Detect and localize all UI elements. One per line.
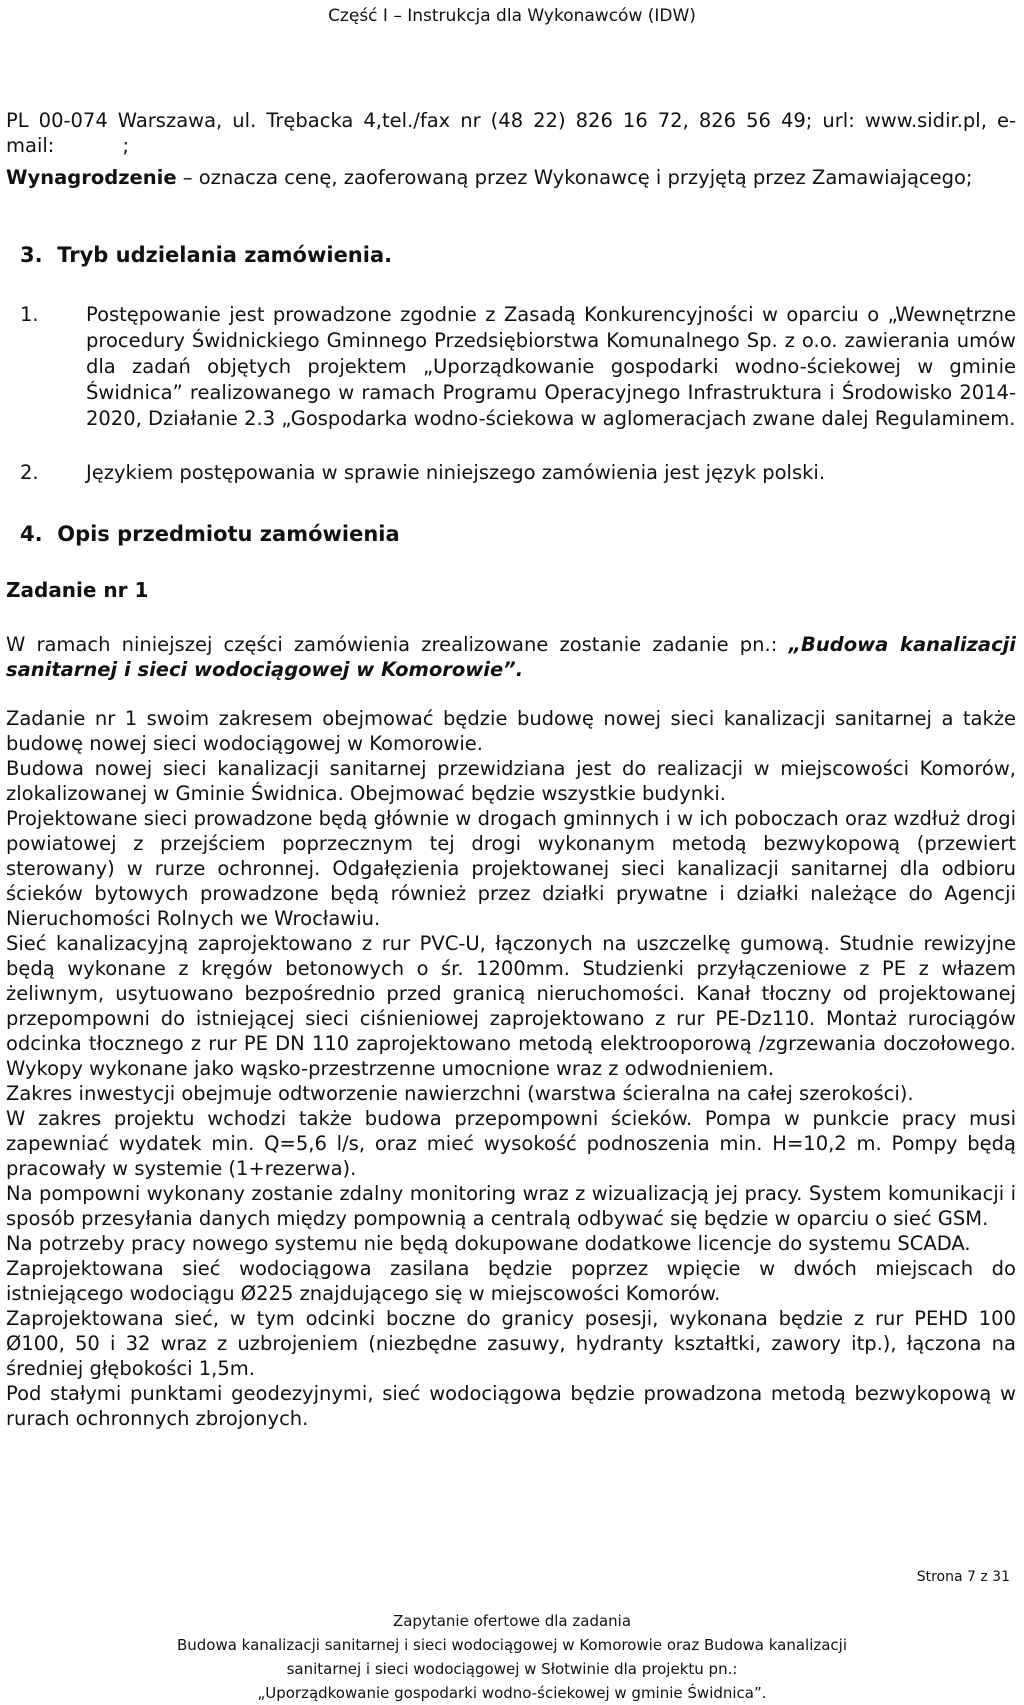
address-line-1: PL 00-074 Warszawa, ul. Trębacka 4,tel./fax nr (48 22) 826 16 72, 826 56 49; url: www.sidir.pl, e-	[6, 109, 1016, 132]
paragraph: Na potrzeby pracy nowego systemu nie będą dokupowane dodatkowe licencje do systemu SCADA.	[6, 1232, 971, 1255]
address-line-2: mail: ;	[6, 134, 130, 157]
footer-line: „Uporządkowanie gospodarki wodno-ściekowej w gminie Świdnica”.	[257, 1684, 767, 1702]
task-intro-text: W ramach niniejszej części zamówienia zrealizowane zostanie zadanie pn.:	[6, 633, 789, 656]
task-intro	[6, 632, 1016, 682]
paragraph: Zadanie nr 1 swoim zakresem obejmować będzie budowę nowej sieci kanalizacji sanitarnej a także budowę nowej sieci wodociągowej w Komorowie.	[6, 707, 1016, 755]
footer-line: sanitarnej i sieci wodociągowej w Słotwinie dla projektu pn.:	[286, 1660, 738, 1678]
task-label: Zadanie nr 1	[6, 578, 149, 602]
page-number: Strona 7 z 31	[916, 1569, 1010, 1585]
list-item-text: Językiem postępowania w sprawie niniejszego zamówienia jest język polski.	[86, 461, 826, 484]
page-footer	[0, 1609, 1024, 1705]
page-header-title: Część I – Instrukcja dla Wykonawców (IDW)	[328, 6, 696, 26]
paragraph: Projektowane sieci prowadzone będą głównie w drogach gminnych i w ich poboczach oraz wzdłuż drogi powiatowej z przejściem poprzecznym tej drogi wykonanym metodą bezwykopową (przewiert sterowany) w rurze ochronnej. Odgałęzienia projektowanej sieci kanalizacji sanitarnej dla odbioru ścieków bytowych prowadzone będą również przez działki prywatne i działki należące do Agencji Nieruchomości Rolnych we Wrocławiu.	[6, 807, 1016, 930]
list-number: 1.	[20, 303, 39, 326]
task-description	[6, 706, 1016, 1431]
footer-line: Budowa kanalizacji sanitarnej i sieci wodociągowej w Komorowie oraz Budowa kanalizacji	[176, 1636, 848, 1654]
paragraph: W zakres projektu wchodzi także budowa przepompowni ścieków. Pompa w punkcie pracy musi zapewniać wydatek min. Q=5,6 l/s, oraz mieć wysokość podnoszenia min. H=10,2 m. Pompy będą pracowały w systemie (1+rezerwa).	[6, 1107, 1016, 1180]
paragraph: Zaprojektowana sieć wodociągowa zasilana będzie poprzez wpięcie w dwóch miejscach do istniejącego wodociągu Ø225 znajdującego się w miejscowości Komorów.	[6, 1257, 1016, 1305]
section-3-heading: 3. Tryb udzielania zamówienia.	[20, 243, 393, 267]
list-number: 2.	[20, 461, 39, 484]
paragraph: Na pompowni wykonany zostanie zdalny monitoring wraz z wizualizacją jej pracy. System komunikacji i sposób przesyłania danych między pompownią a centralą odbywać się będzie w oparciu o sieć GSM.	[6, 1182, 1016, 1230]
paragraph: Pod stałymi punktami geodezyjnymi, sieć wodociągowa będzie prowadzona metodą bezwykopową w rurach ochronnych zbrojonych.	[6, 1382, 1016, 1430]
paragraph: Zakres inwestycji obejmuje odtworzenie nawierzchni (warstwa ścieralna na całej szerokości).	[6, 1082, 914, 1105]
paragraph: Zaprojektowana sieć, w tym odcinki boczne do granicy posesji, wykonana będzie z rur PEHD 100 Ø100, 50 i 32 wraz z uzbrojeniem (niezbędne zasuwy, hydranty kształtki, zawory itp.), łączona na średniej głębokości 1,5m.	[6, 1307, 1016, 1380]
definition-term: Wynagrodzenie	[6, 166, 177, 189]
paragraph: Budowa nowej sieci kanalizacji sanitarnej przewidziana jest do realizacji w miejscowości Komorów, zlokalizowanej w Gminie Świdnica. Obejmować będzie wszystkie budynki.	[6, 757, 1016, 805]
task-name: „Budowa kanalizacji sanitarnej i sieci wodociągowej w Komorowie”.	[6, 633, 1016, 681]
list-item-text: Postępowanie jest prowadzone zgodnie z Zasadą Konkurencyjności w oparciu o „Wewnętrzne procedury Świdnickiego Gminnego Przedsiębiorstwa Komunalnego Sp. z o.o. zawierania umów dla zadań objętych projektem „Uporządkowanie gospodarki wodno-ściekowej w gminie Świdnica” realizowanego w ramach Programu Operacyjnego Infrastruktura i Środowisko 2014-2020, Działanie 2.3 „Gospodarka wodno-ściekowa w aglomeracjach zwane dalej Regulaminem.	[86, 303, 1016, 430]
paragraph: Sieć kanalizacyjną zaprojektowano z rur PVC-U, łączonych na uszczelkę gumową. Studnie rewizyjne będą wykonane z kręgów betonowych o śr. 1200mm. Studzienki przyłączeniowe z PE z włazem żeliwnym, usytuowano bezpośrednio przed granicą nieruchomości. Kanał tłoczny od projektowanej przepompowni do istniejącej sieci ciśnieniowej zaprojektowano z rur PE-Dz110. Montaż rurociągów odcinka tłocznego z rur PE DN 110 zaprojektowano metodą elektrooporową /zgrzewania doczołowego. Wykopy wykonane jako wąsko-przestrzenne umocnione wraz z odwodnieniem.	[6, 932, 1016, 1080]
section-4-heading: 4. Opis przedmiotu zamówienia	[20, 522, 400, 546]
footer-line: Zapytanie ofertowe dla zadania	[392, 1612, 632, 1630]
definition-text: – oznacza cenę, zaoferowaną przez Wykonawcę i przyjętą przez Zamawiającego;	[176, 166, 973, 189]
definition-wynagrodzenie	[6, 165, 1016, 190]
